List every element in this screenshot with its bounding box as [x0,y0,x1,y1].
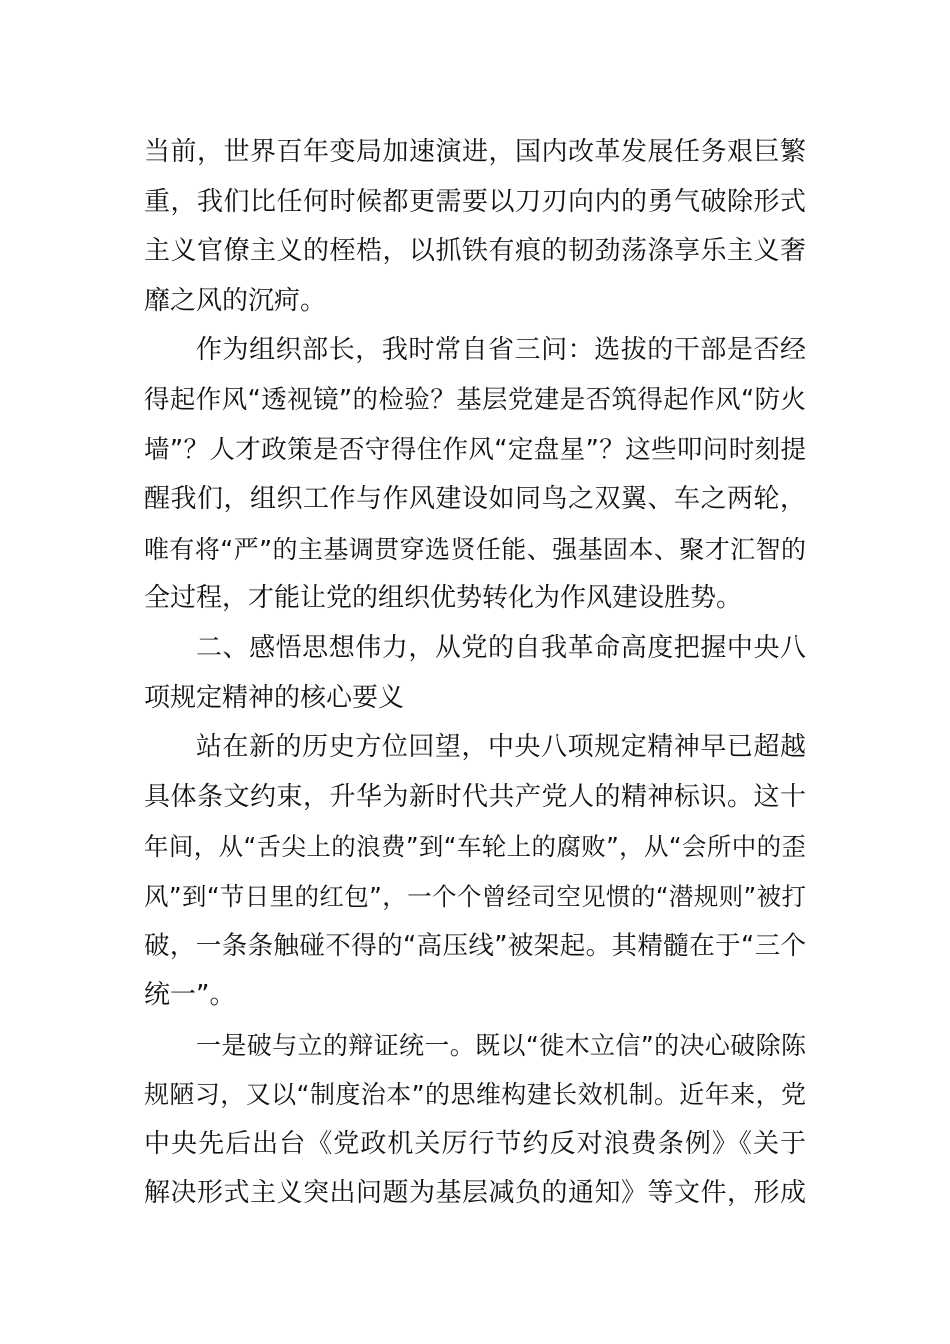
text-line: 中央先后出台《党政机关厉行节约反对浪费条例》《关于 [144,1128,806,1159]
text-line: 全过程，才能让党的组织优势转化为作风建设胜势。 [144,583,743,614]
text-line: 得起作风“透视镜”的检验？基层党建是否筑得起作风“防火 [144,384,806,415]
text-line: 靡之风的沉疴。 [144,285,327,316]
paragraph-3 [144,723,806,1021]
paragraph-4 [144,1021,806,1219]
text-line: 唯有将“严”的主基调贯穿选贤任能、强基固本、聚才汇智的 [144,534,806,564]
document-body [144,128,806,1219]
text-line: 作为组织部长，我时常自省三问：选拔的干部是否经 [196,335,806,366]
text-line: 破，一条条触碰不得的“高压线”被架起。其精髓在于“三个 [144,930,806,961]
text-line: 重，我们比任何时候都更需要以刀刃向内的勇气破除形式 [144,186,806,217]
text-line: 当前，世界百年变局加速演进，国内改革发展任务艰巨繁 [144,137,806,167]
text-line: 站在新的历史方位回望，中央八项规定精神早已超越 [196,732,806,763]
text-line: 项规定精神的核心要义 [144,682,405,713]
text-line: 一是破与立的辩证统一。既以“徙木立信”的决心破除陈 [196,1030,806,1060]
text-line: 具体条文约束，升华为新时代共产党人的精神标识。这十 [144,781,806,812]
text-line: 主义官僚主义的桎梏，以抓铁有痕的韧劲荡涤享乐主义奢 [144,236,806,267]
paragraph-1 [144,128,806,326]
paragraph-2 [144,326,806,624]
text-line: 二、感悟思想伟力，从党的自我革命高度把握中央八 [196,632,806,663]
text-line: 墙”？人才政策是否守得住作风“定盘星”？这些叩问时刻提 [144,434,806,465]
text-line: 解决形式主义突出问题为基层减负的通知》等文件，形成 [144,1178,806,1209]
text-line: 风”到“节日里的红包”，一个个曾经司空见惯的“潜规则”被打 [144,881,806,911]
text-line: 醒我们，组织工作与作风建设如同鸟之双翼、车之两轮， [144,484,806,515]
text-line: 规陋习，又以“制度治本”的思维构建长效机制。近年来，党 [144,1080,806,1110]
section-heading-2 [144,624,806,723]
text-line: 统一”。 [144,980,236,1011]
text-line: 年间，从“舌尖上的浪费”到“车轮上的腐败”，从“会所中的歪 [144,832,806,862]
